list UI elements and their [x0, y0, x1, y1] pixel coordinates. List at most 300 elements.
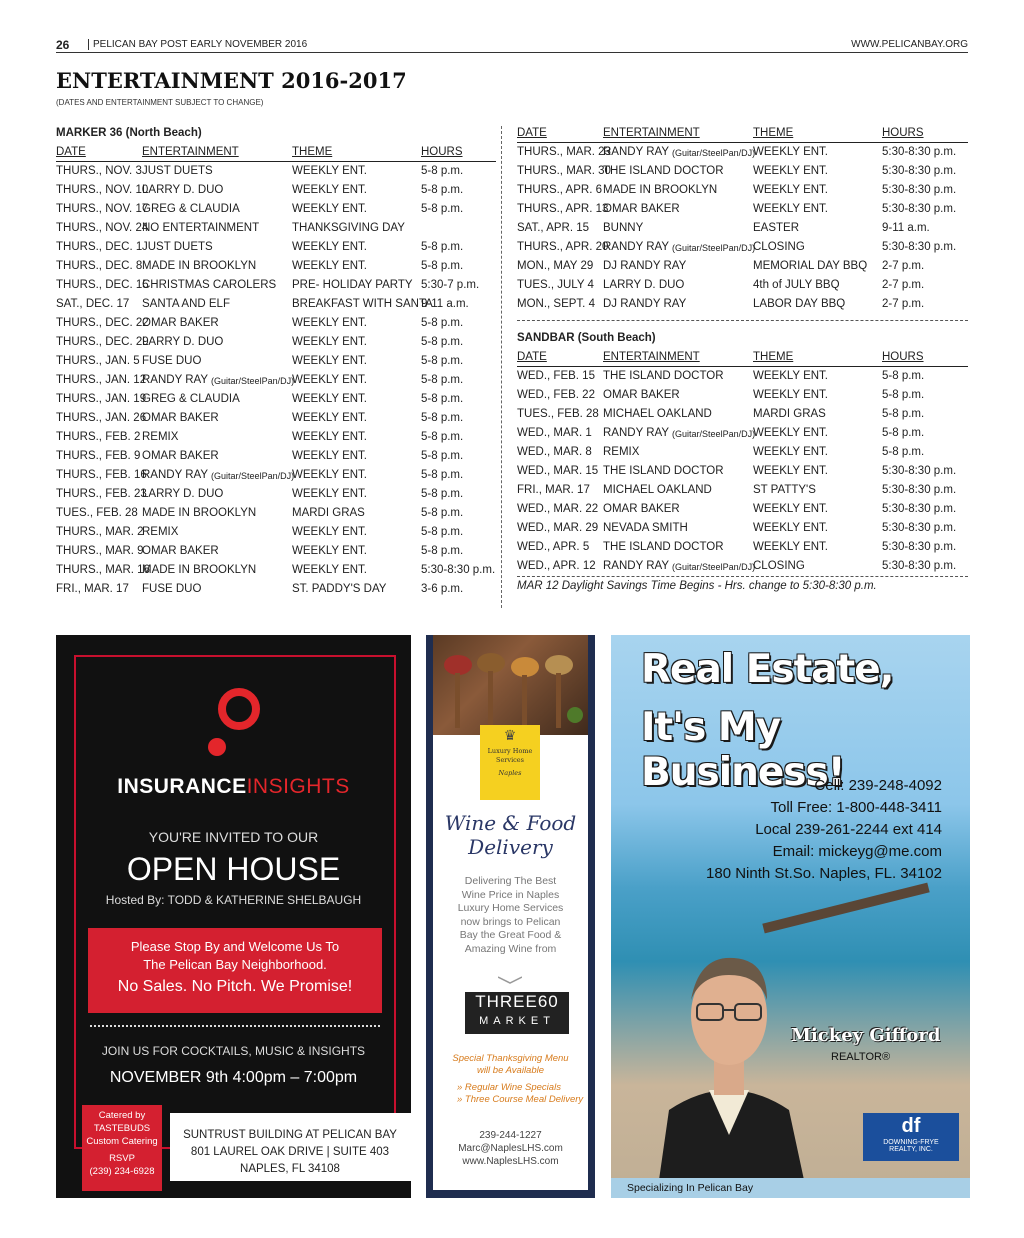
list-item: » Regular Wine Specials	[457, 1082, 561, 1093]
table-row	[56, 219, 496, 238]
cell-date: WED., MAR. 8	[517, 446, 592, 458]
cell-entertainment: RANDY RAY	[142, 469, 209, 481]
cell-subtitle: (Guitar/SteelPan/DJ)	[672, 562, 756, 572]
cell-hours: 5-8 p.m.	[421, 507, 464, 519]
table-row	[517, 219, 968, 238]
table-row	[517, 519, 968, 538]
col-theme-header: THEME	[292, 146, 333, 158]
table-row	[517, 462, 968, 481]
cell-entertainment: GREG & CLAUDIA	[142, 203, 240, 215]
table-row	[517, 538, 968, 557]
cell-date: THURS., NOV. 3	[56, 165, 142, 177]
table-row	[56, 428, 496, 447]
chevron-down-icon	[498, 971, 522, 979]
cell-date: THURS., DEC. 29	[56, 336, 149, 348]
open-house-headline: OPEN HOUSE	[126, 851, 341, 887]
cell-entertainment: THE ISLAND DOCTOR	[603, 465, 724, 477]
table-row	[56, 390, 496, 409]
col-date-header: DATE	[56, 146, 86, 158]
event-time: NOVEMBER 9th 4:00pm – 7:00pm	[109, 1069, 358, 1086]
address-line-3: NAPLES, FL 34108	[240, 1163, 340, 1175]
cell-theme: WEEKLY ENT.	[753, 446, 828, 458]
cell-date: WED., MAR. 22	[517, 503, 599, 515]
cell-theme: PRE- HOLIDAY PARTY	[292, 279, 413, 291]
table-row	[517, 424, 968, 443]
cell-theme: WEEKLY ENT.	[753, 427, 828, 439]
page-header	[56, 38, 968, 53]
email-link[interactable]: Email: mickeyg@me.com	[772, 843, 942, 860]
cell-theme: WEEKLY ENT.	[292, 469, 367, 481]
cell-hours: 5:30-8:30 p.m.	[882, 541, 957, 553]
cell-theme: WEEKLY ENT.	[292, 545, 367, 557]
cell-date: THURS., JAN. 5	[56, 355, 140, 367]
local-phone[interactable]: Local 239-261-2244 ext 414	[755, 821, 942, 838]
cater-line-2: TASTEBUDS	[93, 1123, 151, 1134]
dst-note: MAR 12 Daylight Savings Time Begins - Hrs. change to 5:30-8:30 p.m.	[517, 580, 877, 592]
cell-entertainment: JUST DUETS	[142, 165, 213, 177]
cell-hours: 5-8 p.m.	[421, 469, 464, 481]
headline-line-2: It's My Business!	[641, 705, 845, 795]
cell-subtitle: (Guitar/SteelPan/DJ)	[672, 429, 756, 439]
cell-theme: WEEKLY ENT.	[292, 393, 367, 405]
cell-hours: 5-8 p.m.	[421, 165, 464, 177]
luxury-home-services-logo	[480, 725, 540, 800]
section-divider	[517, 320, 968, 321]
cell-date: THURS., MAR. 30	[517, 165, 611, 177]
cell-hours: 5-8 p.m.	[421, 184, 464, 196]
col-entertainment-header: ENTERTAINMENT	[603, 127, 700, 139]
section-title: SANDBAR (South Beach)	[517, 332, 656, 344]
cell-entertainment: GREG & CLAUDIA	[142, 393, 240, 405]
marker36-continued-schedule	[517, 124, 968, 596]
page-title: ENTERTAINMENT 2016-2017	[56, 68, 407, 93]
body-line: Amazing Wine from	[464, 942, 557, 955]
cell-hours: 5:30-8:30 p.m.	[882, 203, 957, 215]
welcome-box	[88, 928, 382, 1013]
table-row	[56, 523, 496, 542]
cell-entertainment: OMAR BAKER	[142, 450, 219, 462]
headline-line-1: Real Estate,	[641, 647, 894, 692]
cell-theme: WEEKLY ENT.	[753, 522, 828, 534]
cell-hours: 5-8 p.m.	[421, 412, 464, 424]
cell-date: THURS., DEC. 22	[56, 317, 149, 329]
cell-hours: 5-8 p.m.	[882, 446, 925, 458]
page-number: 26	[56, 38, 70, 52]
cell-theme: MEMORIAL DAY BBQ	[753, 260, 868, 272]
address-line-1: SUNTRUST BUILDING AT PELICAN BAY	[183, 1129, 397, 1141]
table-row	[517, 181, 968, 200]
cell-theme: LABOR DAY BBQ	[753, 298, 846, 310]
publication-name: PELICAN BAY POST EARLY NOVEMBER 2016	[88, 39, 307, 50]
cell-subtitle: (Guitar/SteelPan/DJ)	[211, 471, 295, 481]
rsvp-phone[interactable]: (239) 234-6928	[89, 1166, 155, 1177]
cell-date: THURS., JAN. 19	[56, 393, 147, 405]
cell-theme: THANKSGIVING DAY	[292, 222, 405, 234]
cell-hours: 5-8 p.m.	[421, 336, 464, 348]
wine-food-headline: Wine & Food	[444, 811, 577, 835]
cell-entertainment: DJ RANDY RAY	[603, 260, 687, 272]
cell-subtitle: (Guitar/SteelPan/DJ)	[672, 243, 756, 253]
cell-theme: WEEKLY ENT.	[292, 374, 367, 386]
cell-date: MON., MAY 29	[517, 260, 594, 272]
table-row	[517, 557, 968, 576]
body-line: Luxury Home Services	[457, 902, 564, 914]
cell-theme: WEEKLY ENT.	[753, 465, 828, 477]
cell-theme: WEEKLY ENT.	[292, 260, 367, 272]
table-row	[517, 238, 968, 257]
table-row	[517, 276, 968, 295]
phone-number[interactable]: 239-244-1227	[479, 1130, 542, 1141]
cell-hours: 2-7 p.m.	[882, 279, 925, 291]
cell-date: TUES., FEB. 28	[517, 408, 599, 420]
body-line: Bay the Great Food &	[459, 929, 562, 941]
cell-date: WED., APR. 12	[517, 560, 596, 572]
cater-line-1: Catered by	[98, 1110, 146, 1121]
cell-entertainment: FUSE DUO	[142, 583, 202, 595]
col-hours-header: HOURS	[882, 351, 924, 363]
cell-theme: BREAKFAST WITH SANTA	[292, 298, 433, 310]
table-row	[517, 295, 968, 314]
cell-entertainment: OMAR BAKER	[142, 317, 219, 329]
cater-line-3: Custom Catering	[86, 1136, 158, 1147]
three60-market-logo	[465, 992, 569, 1034]
table-body	[56, 162, 496, 599]
wine-food-delivery-ad[interactable]	[426, 635, 595, 1198]
col-hours-header: HOURS	[882, 127, 924, 139]
cell-hours: 5:30-8:30 p.m.	[882, 522, 957, 534]
col-date-header: DATE	[517, 351, 547, 363]
cell-date: FRI., MAR. 17	[517, 484, 590, 496]
spices-photo	[433, 635, 588, 735]
table-row	[56, 561, 496, 580]
table-header-row	[56, 143, 496, 162]
promise-line: No Sales. No Pitch. We Promise!	[117, 978, 353, 995]
cell-entertainment: OMAR BAKER	[142, 545, 219, 557]
catering-badge	[82, 1105, 162, 1191]
email-link[interactable]: Marc@NaplesLHS.com	[458, 1143, 563, 1154]
cell-theme: EASTER	[753, 222, 800, 234]
cell-theme: WEEKLY ENT.	[292, 336, 367, 348]
cell-date: THURS., FEB. 9	[56, 450, 141, 462]
table-row	[517, 481, 968, 500]
agent-name: Mickey Gifford	[791, 1025, 941, 1046]
welcome-line-1: Please Stop By and Welcome Us To	[130, 939, 340, 954]
cell-date: THURS., DEC. 15	[56, 279, 149, 291]
cell-date: SAT., DEC. 17	[56, 298, 130, 310]
cell-date: THURS., MAR. 9	[56, 545, 144, 557]
table-row	[56, 314, 496, 333]
table-row	[517, 143, 968, 162]
cell-date: THURS., APR. 20	[517, 241, 609, 253]
brand-word-1: INSURANCE	[117, 775, 247, 798]
cell-entertainment: FUSE DUO	[142, 355, 202, 367]
section-title: MARKER 36 (North Beach)	[56, 127, 202, 139]
cell-entertainment: THE ISLAND DOCTOR	[603, 541, 724, 553]
table-row	[517, 162, 968, 181]
dotted-divider	[90, 1025, 380, 1027]
cell-theme: WEEKLY ENT.	[292, 317, 367, 329]
table-row	[517, 257, 968, 276]
cell-entertainment: RANDY RAY	[603, 560, 670, 572]
cell-hours: 5-8 p.m.	[421, 393, 464, 405]
welcome-line-2: The Pelican Bay Neighborhood.	[143, 957, 327, 972]
cell-hours: 2-7 p.m.	[882, 298, 925, 310]
cell-hours: 5:30-8:30 p.m.	[882, 560, 957, 572]
page-subtitle: (DATES AND ENTERTAINMENT SUBJECT TO CHANGE)	[56, 98, 264, 107]
join-text: JOIN US FOR COCKTAILS, MUSIC & INSIGHTS	[101, 1044, 366, 1058]
table-row	[517, 367, 968, 386]
cell-theme: WEEKLY ENT.	[292, 184, 367, 196]
table-row	[517, 386, 968, 405]
insurance-insights-ad[interactable]	[56, 635, 411, 1198]
cell-hours: 5-8 p.m.	[421, 374, 464, 386]
special-line-2: will be Available	[476, 1065, 545, 1076]
cell-entertainment: REMIX	[142, 431, 179, 443]
cell-date: FRI., MAR. 17	[56, 583, 129, 595]
market-word: MARKET	[479, 1015, 555, 1027]
cell-theme: WEEKLY ENT.	[292, 355, 367, 367]
table-row	[56, 466, 496, 485]
downing-frye-logo	[863, 1113, 959, 1161]
rsvp-label: RSVP	[109, 1153, 135, 1164]
cell-date: THURS., APR. 13	[517, 203, 609, 215]
cell-theme: MARDI GRAS	[292, 507, 365, 519]
table-row	[56, 542, 496, 561]
cell-theme: WEEKLY ENT.	[753, 165, 828, 177]
table-row	[56, 257, 496, 276]
hosted-by: Hosted By: TODD & KATHERINE SHELBAUGH	[105, 893, 362, 907]
col-theme-header: THEME	[753, 127, 794, 139]
cell-hours: 5-8 p.m.	[882, 370, 925, 382]
cell-hours: 5-8 p.m.	[421, 431, 464, 443]
body-copy	[445, 875, 576, 956]
table-row	[56, 276, 496, 295]
cell-entertainment: OMAR BAKER	[603, 389, 680, 401]
cell-date: THURS., NOV. 17	[56, 203, 149, 215]
brand-word-2: INSIGHTS	[246, 775, 350, 798]
cell-date: TUES., FEB. 28	[56, 507, 138, 519]
cell-entertainment: RANDY RAY	[142, 374, 209, 386]
lhs-line-2: Services	[496, 756, 524, 764]
df-mark-icon: df	[901, 1115, 921, 1137]
website-link[interactable]: www.NaplesLHS.com	[462, 1156, 559, 1167]
cell-date: THURS., FEB. 2	[56, 431, 141, 443]
cell-hours: 5:30-8:30 p.m.	[882, 241, 957, 253]
cell-date: TUES., JULY 4	[517, 279, 594, 291]
cell-entertainment: RANDY RAY	[603, 427, 670, 439]
cell-theme: WEEKLY ENT.	[753, 184, 828, 196]
table-body	[517, 367, 968, 576]
address-line-2: 801 LAUREL OAK DRIVE | SUITE 403	[190, 1146, 390, 1158]
cell-theme: WEEKLY ENT.	[753, 389, 828, 401]
insurance-insights-logo-icon	[206, 685, 266, 760]
cell-hours: 5:30-8:30 p.m.	[882, 146, 957, 158]
cell-hours: 5:30-8:30 p.m.	[882, 503, 957, 515]
market-name: THREE60	[475, 992, 559, 1011]
cell-date: THURS., JAN. 12	[56, 374, 147, 386]
cell-entertainment: DJ RANDY RAY	[603, 298, 687, 310]
cell-hours: 5-8 p.m.	[882, 408, 925, 420]
cell-date: SAT., APR. 15	[517, 222, 590, 234]
delivery-headline: Delivery	[468, 835, 553, 859]
logo-line-2: REALTY, INC.	[889, 1146, 933, 1153]
cell-date: THURS., APR. 6	[517, 184, 602, 196]
cell-date: THURS., DEC. 8	[56, 260, 143, 272]
col-date-header: DATE	[517, 127, 547, 139]
list-item: » Three Course Meal Delivery	[457, 1094, 584, 1105]
cell-date: THURS., JAN. 26	[56, 412, 147, 424]
cell-hours: 5-8 p.m.	[421, 526, 464, 538]
table-row	[56, 333, 496, 352]
cell-entertainment: THE ISLAND DOCTOR	[603, 370, 724, 382]
cell-theme: MARDI GRAS	[753, 408, 826, 420]
cell-date: THURS., MAR. 16	[56, 564, 150, 576]
cell-entertainment: MADE IN BROOKLYN	[603, 184, 718, 196]
cell-entertainment: SANTA AND ELF	[142, 298, 230, 310]
real-estate-ad[interactable]	[611, 635, 970, 1198]
col-theme-header: THEME	[753, 351, 794, 363]
contact-info	[706, 775, 942, 885]
cell-entertainment: MADE IN BROOKLYN	[142, 260, 257, 272]
cell-theme: WEEKLY ENT.	[292, 241, 367, 253]
cell-theme: WEEKLY ENT.	[753, 541, 828, 553]
table-row	[517, 405, 968, 424]
cell-subtitle: (Guitar/SteelPan/DJ)	[672, 148, 756, 158]
table-row	[56, 352, 496, 371]
lhs-line-1: Luxury Home	[487, 747, 533, 755]
cell-entertainment: NO ENTERTAINMENT	[142, 222, 260, 234]
cell-hours: 5:30-7 p.m.	[421, 279, 480, 291]
table-row	[56, 295, 496, 314]
cell-date: WED., MAR. 29	[517, 522, 599, 534]
logo-line-1: DOWNING-FRYE	[883, 1139, 939, 1146]
cell-subtitle: (Guitar/SteelPan/DJ)	[211, 376, 295, 386]
specials-list	[457, 1082, 587, 1106]
table-row	[56, 409, 496, 428]
cell-date: WED., MAR. 1	[517, 427, 592, 439]
cell-date: MON., SEPT. 4	[517, 298, 595, 310]
cell-theme: WEEKLY ENT.	[753, 146, 828, 158]
cell-entertainment: OMAR BAKER	[603, 203, 680, 215]
cell-theme: WEEKLY ENT.	[753, 203, 828, 215]
table-row	[56, 485, 496, 504]
table-row	[56, 200, 496, 219]
cell-entertainment: OMAR BAKER	[142, 412, 219, 424]
cell-theme: WEEKLY ENT.	[292, 488, 367, 500]
cell-theme: WEEKLY ENT.	[753, 370, 828, 382]
footer-tagline: Specializing In Pelican Bay	[611, 1178, 970, 1198]
cell-entertainment: LARRY D. DUO	[603, 279, 685, 291]
cell-hours: 5-8 p.m.	[421, 317, 464, 329]
cell-entertainment: MICHAEL OAKLAND	[603, 408, 712, 420]
body-line: Delivering The Best	[464, 875, 557, 887]
table-row	[56, 371, 496, 390]
cell-hours: 5-8 p.m.	[421, 355, 464, 367]
cell-entertainment: RANDY RAY	[603, 146, 670, 158]
cell-entertainment: LARRY D. DUO	[142, 184, 224, 196]
cell-theme: WEEKLY ENT.	[292, 203, 367, 215]
cell-hours: 9-11 a.m.	[882, 222, 930, 234]
cell-hours: 9-11 a.m.	[421, 298, 469, 310]
cell-hours: 3-6 p.m.	[421, 583, 464, 595]
cell-hours: 5-8 p.m.	[421, 545, 464, 557]
cell-theme: WEEKLY ENT.	[292, 450, 367, 462]
cell-hours: 5-8 p.m.	[421, 450, 464, 462]
cell-entertainment: BUNNY	[603, 222, 644, 234]
cell-theme: WEEKLY ENT.	[292, 165, 367, 177]
cell-entertainment: THE ISLAND DOCTOR	[603, 165, 724, 177]
cell-theme: 4th of JULY BBQ	[753, 279, 840, 291]
cell-entertainment: MICHAEL OAKLAND	[603, 484, 712, 496]
cell-theme: WEEKLY ENT.	[753, 503, 828, 515]
cell-date: THURS., FEB. 16	[56, 469, 147, 481]
cell-theme: WEEKLY ENT.	[292, 412, 367, 424]
table-header-row	[517, 348, 968, 367]
table-row	[56, 181, 496, 200]
cell-hours: 5:30-8:30 p.m.	[421, 564, 496, 576]
cell-entertainment: LARRY D. DUO	[142, 488, 224, 500]
table-row	[56, 162, 496, 181]
special-line-1: Special Thanksgiving Menu	[452, 1053, 569, 1064]
spoons-image-icon	[433, 635, 588, 735]
cell-hours: 2-7 p.m.	[882, 260, 925, 272]
cell-hours: 5:30-8:30 p.m.	[882, 165, 957, 177]
crown-icon: ♛	[503, 728, 517, 744]
cell-entertainment: MADE IN BROOKLYN	[142, 564, 257, 576]
agent-title: REALTOR®	[831, 1051, 891, 1063]
cell-date: WED., MAR. 15	[517, 465, 599, 477]
cell-date: THURS., NOV. 10	[56, 184, 149, 196]
cell-entertainment: JUST DUETS	[142, 241, 213, 253]
cell-entertainment: REMIX	[603, 446, 640, 458]
cell-phone[interactable]: Cell: 239-248-4092	[814, 777, 942, 794]
cell-date: THURS., DEC. 1	[56, 241, 143, 253]
cell-hours: 5:30-8:30 p.m.	[882, 184, 957, 196]
cell-date: THURS., MAR. 23	[517, 146, 611, 158]
invite-text: YOU'RE INVITED TO OUR	[148, 829, 319, 845]
contact-block	[433, 1129, 588, 1168]
column-divider	[501, 126, 502, 608]
cell-entertainment: REMIX	[142, 526, 179, 538]
table-row	[517, 200, 968, 219]
cell-hours: 5-8 p.m.	[421, 203, 464, 215]
special-menu	[433, 1053, 588, 1077]
cell-entertainment: RANDY RAY	[603, 241, 670, 253]
col-hours-header: HOURS	[421, 146, 463, 158]
cell-date: WED., FEB. 15	[517, 370, 595, 382]
col-entertainment-header: ENTERTAINMENT	[142, 146, 239, 158]
office-address: 180 Ninth St.So. Naples, FL. 34102	[706, 865, 942, 882]
lhs-line-3: Naples	[498, 769, 522, 777]
agent-portrait	[639, 920, 819, 1180]
marker36-schedule	[56, 124, 496, 599]
table-row	[56, 447, 496, 466]
cell-theme: ST PATTY'S	[753, 484, 816, 496]
table-body	[517, 143, 968, 314]
cell-hours: 5-8 p.m.	[421, 260, 464, 272]
brand-name	[56, 775, 411, 799]
cell-theme: ST. PADDY'S DAY	[292, 583, 387, 595]
cell-entertainment: LARRY D. DUO	[142, 336, 224, 348]
website-url[interactable]: WWW.PELICANBAY.ORG	[851, 39, 968, 50]
ad-panel	[433, 635, 588, 1190]
cell-theme: WEEKLY ENT.	[292, 564, 367, 576]
cell-date: THURS., NOV. 24	[56, 222, 149, 234]
table-header-row	[517, 124, 968, 143]
cell-hours: 5:30-8:30 p.m.	[882, 465, 957, 477]
toll-free-phone[interactable]: Toll Free: 1-800-448-3411	[770, 799, 942, 816]
cell-date: WED., FEB. 22	[517, 389, 595, 401]
